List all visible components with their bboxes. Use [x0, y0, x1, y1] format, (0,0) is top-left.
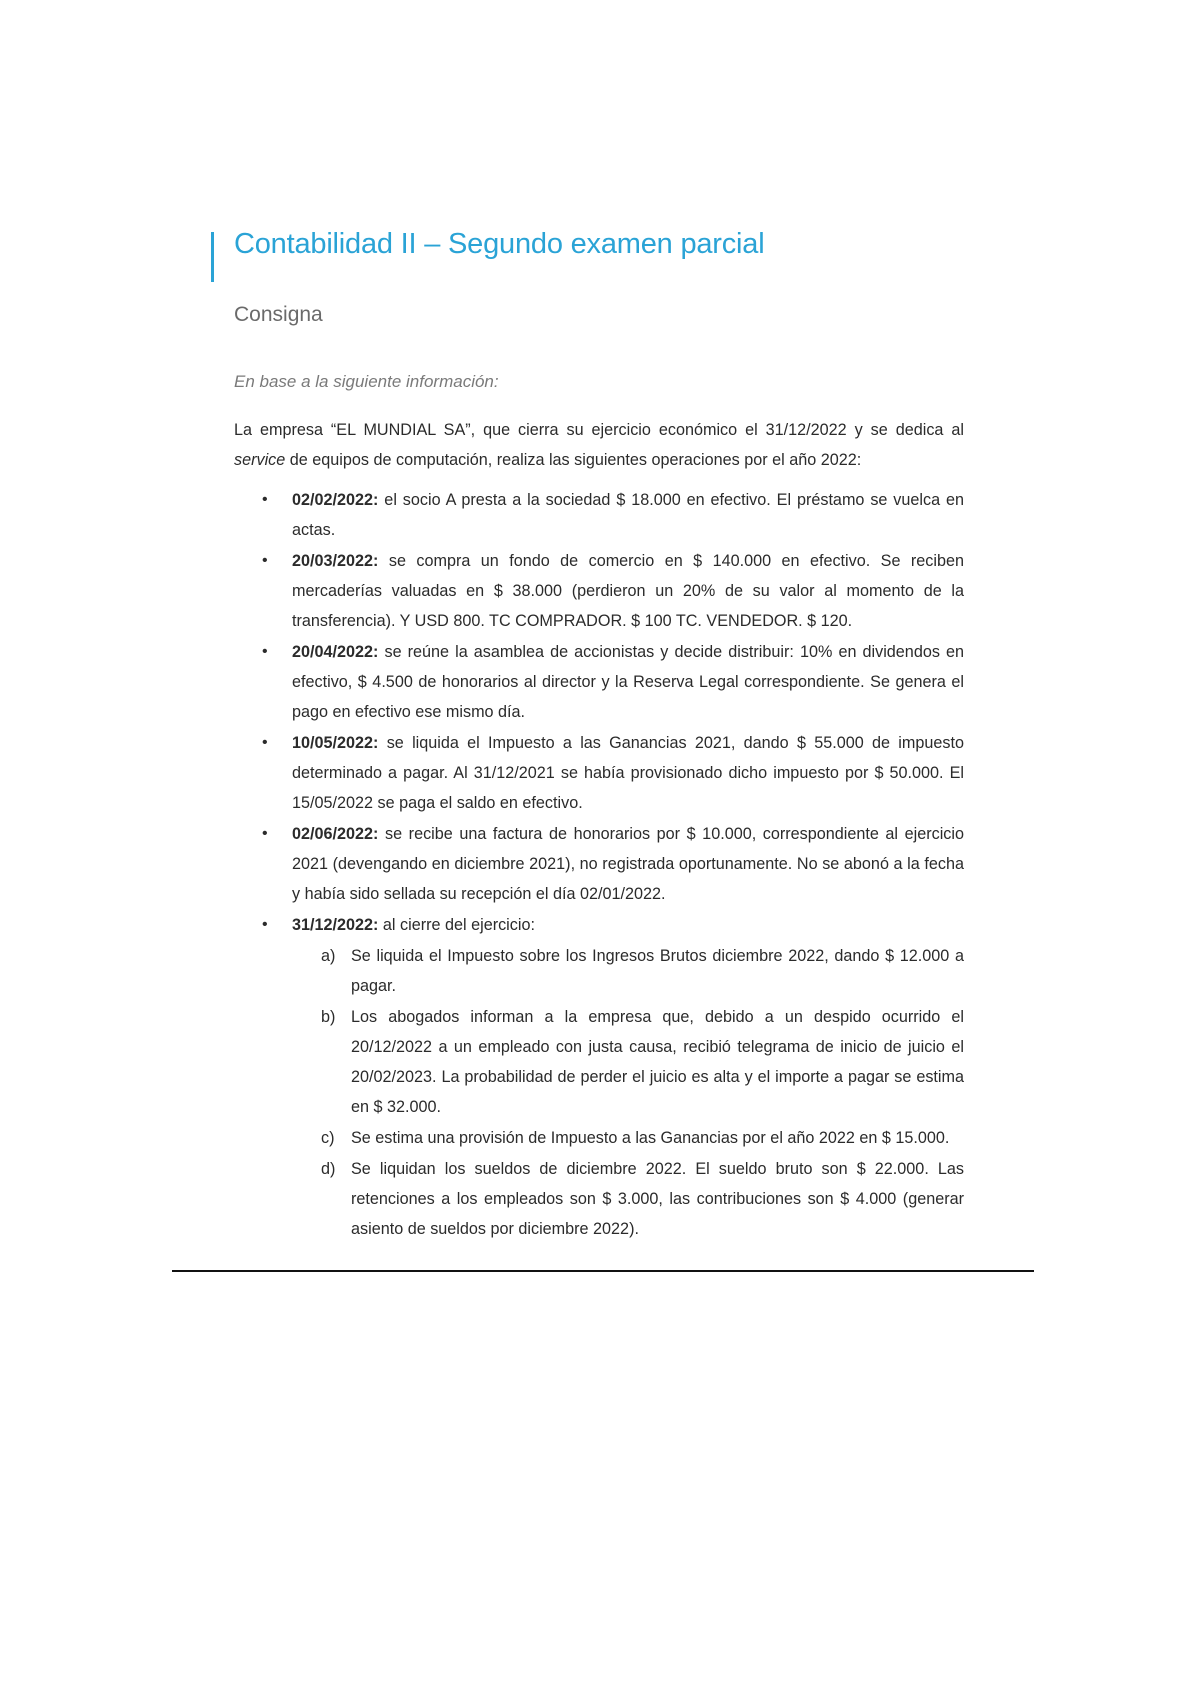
operation-date: 20/03/2022: — [292, 552, 379, 570]
operation-date: 02/06/2022: — [292, 825, 379, 843]
operation-item — [234, 546, 964, 636]
title-accent-bar — [211, 232, 214, 282]
paragraph-text-part2: de equipos de computación, realiza las siguientes operaciones por el año 2022: — [285, 451, 862, 469]
operation-date: 20/04/2022: — [292, 643, 379, 661]
page-bottom-rule — [172, 1270, 1034, 1272]
page-title: Contabilidad II – Segundo examen parcial — [234, 228, 765, 260]
bullet-icon: • — [262, 916, 268, 933]
closing-item — [234, 1002, 964, 1122]
operation-text: se recibe una factura de honorarios por $ 10.000, correspondiente al ejercicio 2021 (devengando en diciembre 2021), no registrada oportunamente. No se abonó a la fecha y había sido sellada su recepción el día 02/01/2022. — [292, 825, 964, 903]
operation-item — [234, 485, 964, 545]
operation-text: se liquida el Impuesto a las Ganancias 2021, dando $ 55.000 de impuesto determinado a pagar. Al 31/12/2021 se había provisionado dicho impuesto por $ 50.000. El 15/05/2022 se paga el saldo en efectivo. — [292, 734, 964, 812]
section-subtitle: Consigna — [234, 303, 323, 326]
closing-item — [234, 1154, 964, 1244]
closing-item-text: Los abogados informan a la empresa que, debido a un despido ocurrido el 20/12/2022 a un empleado con justa causa, recibió telegrama de inicio de juicio el 20/02/2023. La probabilidad de perder el juicio es alta y el importe a pagar se estima en $ 32.000. — [351, 1008, 964, 1116]
operations-list — [234, 485, 964, 940]
operation-item — [234, 819, 964, 909]
paragraph-text-part1: La empresa “EL MUNDIAL SA”, que cierra su ejercicio económico el 31/12/2022 y se dedica al — [234, 421, 964, 439]
closing-item-text: Se liquidan los sueldos de diciembre 2022. El sueldo bruto son $ 22.000. Las retenciones a los empleados son $ 3.000, las contribuciones son $ 4.000 (generar asiento de sueldos por diciembre 2022). — [351, 1160, 964, 1238]
operation-item — [234, 910, 964, 940]
bullet-icon: • — [262, 825, 268, 842]
intro-text: En base a la siguiente información: — [234, 372, 499, 391]
bullet-icon: • — [262, 491, 268, 508]
operation-item — [234, 728, 964, 818]
closing-item — [234, 941, 964, 1001]
operation-date: 31/12/2022: — [292, 916, 379, 934]
closing-item-text: Se liquida el Impuesto sobre los Ingresos Brutos diciembre 2022, dando $ 12.000 a pagar. — [351, 947, 964, 995]
operation-date: 02/02/2022: — [292, 491, 379, 509]
company-paragraph — [234, 415, 964, 475]
operation-text: se compra un fondo de comercio en $ 140.000 en efectivo. Se reciben mercaderías valuadas en $ 38.000 (perdieron un 20% de su valor al momento de la transferencia). Y USD 800. TC COMPRADOR. $ 100 TC. VENDEDOR. $ 120. — [292, 552, 964, 630]
operation-text: se reúne la asamblea de accionistas y decide distribuir: 10% en dividendos en efectivo, $ 4.500 de honorarios al director y la Reserva Legal correspondiente. Se genera el pago en efectivo ese mismo día. — [292, 643, 964, 721]
item-letter: b) — [321, 1008, 336, 1026]
operation-text: al cierre del ejercicio: — [378, 916, 535, 934]
bullet-icon: • — [262, 643, 268, 660]
item-letter: c) — [321, 1129, 335, 1147]
operation-date: 10/05/2022: — [292, 734, 379, 752]
item-letter: a) — [321, 947, 336, 965]
document-body — [234, 415, 964, 1245]
paragraph-italic-term: service — [234, 451, 286, 469]
closing-items-list — [234, 941, 964, 1244]
closing-item — [234, 1123, 964, 1153]
operation-item — [234, 637, 964, 727]
item-letter: d) — [321, 1160, 336, 1178]
bullet-icon: • — [262, 734, 268, 751]
closing-item-text: Se estima una provisión de Impuesto a las Ganancias por el año 2022 en $ 15.000. — [351, 1129, 950, 1147]
bullet-icon: • — [262, 552, 268, 569]
operation-text: el socio A presta a la sociedad $ 18.000 en efectivo. El préstamo se vuelca en actas. — [292, 491, 964, 539]
